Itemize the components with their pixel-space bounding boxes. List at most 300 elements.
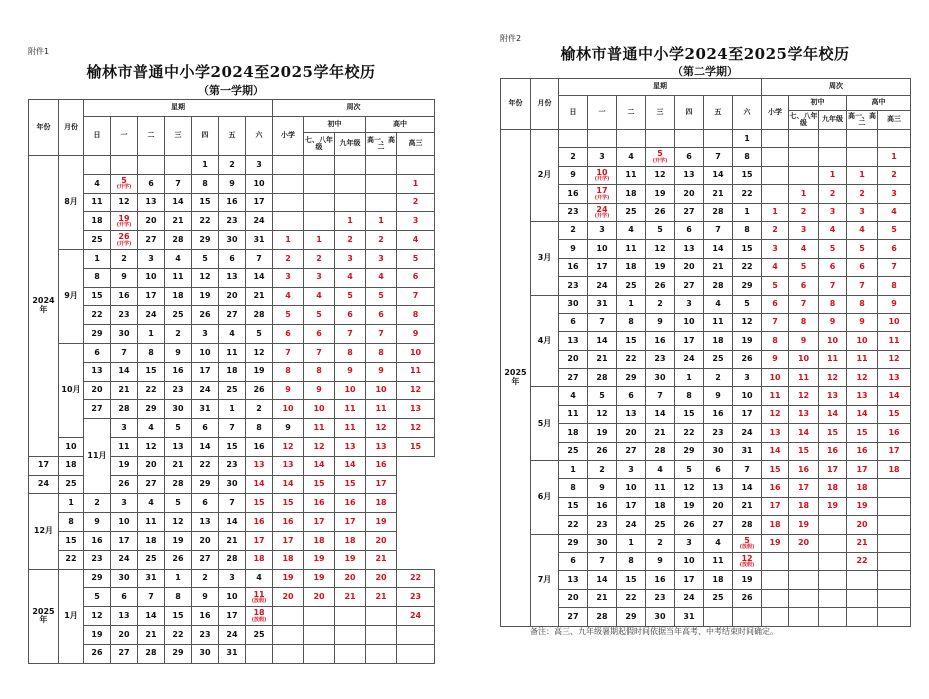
week-number-cell: 15: [878, 405, 911, 423]
date-number: 27: [625, 446, 637, 456]
date-cell: [246, 343, 273, 362]
date-cell: [111, 381, 138, 400]
date-number: 8: [744, 225, 750, 235]
date-cell: [733, 497, 762, 515]
date-number: 25: [172, 310, 184, 320]
date-cell: [246, 231, 273, 250]
date-number: 22: [199, 460, 211, 470]
date-number: 14: [118, 366, 130, 376]
date-cell: [111, 362, 138, 381]
week-number-cell: 16: [366, 456, 397, 475]
date-number: 19: [91, 629, 103, 639]
week-row: [501, 166, 911, 184]
date-cell: [588, 479, 617, 497]
date-cell: [617, 461, 646, 479]
date-cell: [111, 174, 138, 193]
date-number: 9: [229, 178, 235, 188]
week-row: [501, 148, 911, 166]
date-cell: [219, 550, 246, 569]
date-number: 23: [226, 460, 238, 470]
week-number-cell: 11: [762, 387, 789, 405]
week-number-cell: 19: [819, 497, 847, 515]
date-number: 22: [91, 310, 103, 320]
date-cell: [675, 405, 704, 423]
date-cell: [559, 350, 588, 368]
date-number: 23: [712, 427, 724, 437]
date-number: 23: [172, 385, 184, 395]
week-number-cell: 3: [397, 212, 435, 231]
date-number: 24: [37, 479, 50, 489]
date-cell: [111, 494, 138, 513]
date-number: 6: [686, 151, 692, 161]
date-number: 19: [654, 188, 666, 198]
semester-2-calendar-table: [500, 78, 911, 627]
date-number: 12: [199, 272, 211, 282]
date-number: 26: [741, 354, 753, 364]
date-number: 25: [712, 354, 724, 364]
date-cell: [617, 516, 646, 534]
date-cell: [617, 166, 646, 184]
date-cell: [559, 166, 588, 184]
date-cell: [617, 571, 646, 589]
week-number-cell: 10: [335, 381, 366, 400]
date-number: 18: [712, 574, 724, 584]
week-number-cell: [878, 552, 911, 570]
date-number: 16: [91, 535, 103, 545]
date-number: 25: [712, 593, 724, 603]
week-number-cell: 13: [366, 437, 397, 456]
week-number-cell: 18: [246, 550, 273, 569]
date-cell: [704, 258, 733, 276]
date-cell: [219, 231, 246, 250]
date-number: 18: [91, 216, 103, 226]
month-header: 月份: [59, 100, 84, 156]
week-number-cell: 12: [273, 437, 304, 456]
date-number: 6: [121, 592, 127, 602]
date-cell: [138, 325, 165, 344]
date-number: 3: [744, 372, 750, 382]
week-number-cell: 16: [246, 513, 273, 532]
date-cell: [219, 212, 246, 231]
date-number: 11: [172, 272, 184, 282]
date-cell: [165, 174, 192, 193]
senior-high-header: 高中: [366, 117, 435, 133]
date-number: 23: [91, 554, 103, 564]
week-number-cell: 7: [304, 343, 335, 362]
date-number: 10: [145, 272, 157, 282]
date-note: (开学): [594, 176, 610, 183]
date-cell: [559, 203, 588, 221]
date-cell: [138, 249, 165, 268]
date-number: 13: [226, 272, 238, 282]
date-number: 19: [741, 574, 753, 584]
week-number-cell: 14: [304, 456, 335, 475]
junior-high-header: 初中: [304, 117, 366, 133]
date-number: 22: [172, 629, 184, 639]
date-cell: [246, 249, 273, 268]
week-row: [501, 571, 911, 589]
week-number-cell: 7: [335, 325, 366, 344]
week-number-cell: 14: [762, 442, 789, 460]
date-cell: [559, 387, 588, 405]
week-number-cell: 19: [273, 569, 304, 588]
week-number-cell: 7: [789, 295, 819, 313]
date-number: 17: [596, 186, 608, 196]
date-number: 10: [683, 556, 695, 566]
date-number: 20: [712, 501, 724, 511]
date-number: 11: [567, 409, 579, 419]
date-number: 30: [118, 573, 130, 583]
date-cell: [246, 400, 273, 419]
date-cell: [733, 608, 762, 626]
week-number-cell: 15: [246, 494, 273, 513]
date-number: 24: [596, 204, 608, 214]
week-number-cell: 16: [789, 461, 819, 479]
week-number-cell: [819, 148, 847, 166]
week-number-cell: 7: [366, 325, 397, 344]
date-cell: [617, 387, 646, 405]
week-number-cell: 3: [789, 221, 819, 239]
date-number: 8: [175, 592, 181, 602]
week-number-cell: 7: [819, 277, 847, 295]
date-cell: [246, 174, 273, 193]
date-number: 9: [657, 556, 663, 566]
week-number-cell: [878, 571, 911, 589]
week-number-cell: 19: [304, 550, 335, 569]
date-cell: [219, 419, 246, 438]
date-number: 7: [121, 347, 127, 357]
date-number: 21: [118, 385, 130, 395]
date-number: 24: [145, 310, 157, 320]
date-number: 21: [654, 427, 666, 437]
week-number-cell: [304, 625, 335, 644]
date-cell: [192, 381, 219, 400]
week-number-cell: 13: [762, 424, 789, 442]
date-cell: [588, 516, 617, 534]
date-cell: [84, 231, 111, 250]
date-number: 25: [567, 446, 579, 456]
month-cell: 6月: [531, 461, 559, 535]
week-number-cell: 15: [304, 475, 335, 494]
week-number-cell: 5: [762, 277, 789, 295]
semester-1-rows: [29, 100, 435, 664]
date-number: 28: [596, 611, 608, 621]
date-number: 15: [172, 610, 184, 620]
date-cell: [165, 193, 192, 212]
date-cell: [138, 419, 165, 438]
weekday-group-header: 星期: [559, 79, 762, 96]
week-number-cell: 8: [335, 343, 366, 362]
date-cell: [733, 258, 762, 276]
date-cell: [675, 497, 704, 515]
week-number-cell: 17: [273, 531, 304, 550]
date-cell: [675, 479, 704, 497]
date-number: 10: [683, 317, 695, 327]
date-cell: [219, 494, 246, 513]
date-cell: [559, 497, 588, 515]
week-number-cell: 4: [304, 287, 335, 306]
date-cell: [219, 607, 246, 626]
date-cell: [246, 306, 273, 325]
date-number: 23: [654, 354, 666, 364]
date-cell: [733, 424, 762, 442]
date-number: 12: [253, 347, 265, 357]
date-cell: [559, 258, 588, 276]
year-header: 年份: [501, 79, 531, 130]
week-row: [501, 552, 911, 570]
date-number: 5: [175, 422, 181, 432]
date-number: 13: [683, 243, 695, 253]
date-cell: [59, 531, 84, 550]
week-number-cell: 12: [847, 369, 878, 387]
date-number: 31: [741, 446, 753, 456]
date-cell: [138, 343, 165, 362]
week-number-cell: 4: [847, 221, 878, 239]
date-cell: [192, 494, 219, 513]
date-number: 24: [199, 385, 211, 395]
date-cell: [138, 156, 165, 175]
week-number-cell: [878, 479, 911, 497]
week-number-cell: 11: [366, 400, 397, 419]
date-number: 23: [199, 629, 211, 639]
date-number: 10: [625, 482, 637, 492]
week-number-cell: 8: [366, 343, 397, 362]
week-number-cell: 18: [847, 479, 878, 497]
weekday-header: 六: [733, 96, 762, 130]
date-cell: [733, 313, 762, 331]
date-cell: [111, 400, 138, 419]
date-number: 29: [567, 538, 579, 548]
week-number-group-header: 周次: [762, 79, 911, 96]
week-row: [29, 268, 435, 287]
date-number: 7: [599, 317, 605, 327]
date-number: 7: [256, 253, 262, 263]
date-number: 24: [625, 519, 637, 529]
date-number: 26: [91, 648, 103, 658]
week-number-cell: [304, 212, 335, 231]
week-number-cell: [335, 156, 366, 175]
date-number: 19: [654, 262, 666, 272]
week-row: [501, 332, 911, 350]
date-number: 5: [657, 149, 663, 159]
date-number: 3: [148, 253, 154, 263]
date-cell: [84, 362, 111, 381]
date-number: 28: [712, 207, 724, 217]
date-cell: [138, 531, 165, 550]
date-cell: [559, 332, 588, 350]
date-number: 6: [229, 253, 235, 263]
date-cell: [138, 569, 165, 588]
week-number-cell: 6: [789, 277, 819, 295]
date-number: 11: [625, 243, 637, 253]
date-number: 21: [172, 460, 184, 470]
date-cell: [675, 148, 704, 166]
week-number-cell: [819, 552, 847, 570]
weekday-header: 五: [219, 117, 246, 156]
date-number: 12: [145, 441, 157, 451]
date-note: (开学): [594, 212, 610, 219]
date-number: 10: [253, 178, 265, 188]
date-number: 3: [121, 498, 127, 508]
week-number-cell: 2: [366, 231, 397, 250]
week-number-cell: 13: [335, 437, 366, 456]
date-number: 23: [596, 519, 608, 529]
date-cell: [588, 571, 617, 589]
date-cell: [675, 240, 704, 258]
date-number: 21: [253, 291, 265, 301]
week-number-cell: [878, 589, 911, 607]
date-cell: [733, 571, 762, 589]
date-cell: [219, 287, 246, 306]
week-number-cell: [304, 193, 335, 212]
date-number: 22: [741, 188, 753, 198]
week-number-cell: 18: [304, 531, 335, 550]
date-number: 1: [148, 328, 154, 338]
month-cell: 5月: [531, 387, 559, 461]
date-number: 29: [741, 280, 753, 290]
date-number: 8: [744, 151, 750, 161]
date-number: 15: [741, 170, 753, 180]
week-number-cell: 14: [335, 456, 366, 475]
week-number-cell: 6: [762, 295, 789, 313]
date-number: 11: [712, 317, 724, 327]
date-number: 15: [65, 535, 77, 545]
date-number: 15: [625, 574, 637, 584]
date-number: 24: [118, 554, 130, 564]
date-cell: [84, 400, 111, 419]
date-cell: [192, 419, 219, 438]
date-number: 1: [744, 133, 750, 143]
date-number: 9: [657, 317, 663, 327]
week-row: [501, 516, 911, 534]
date-number: 6: [202, 422, 208, 432]
date-number: 7: [715, 151, 721, 161]
date-cell: [704, 148, 733, 166]
date-number: 16: [596, 501, 608, 511]
date-cell: [646, 534, 675, 552]
grade-header-grade3: 高三: [878, 111, 911, 130]
week-number-cell: 16: [335, 494, 366, 513]
date-number: 22: [741, 262, 753, 272]
date-cell: [165, 156, 192, 175]
weekday-header: 三: [165, 117, 192, 156]
weekday-header: 三: [646, 96, 675, 130]
date-number: 30: [118, 328, 130, 338]
senior-high-header: 高中: [847, 96, 911, 111]
date-cell: [675, 277, 704, 295]
date-cell: [588, 552, 617, 570]
date-number: 20: [91, 385, 103, 395]
week-number-cell: 9: [762, 350, 789, 368]
week-number-cell: 21: [335, 588, 366, 607]
date-number: 8: [570, 482, 576, 492]
week-number-cell: 6: [335, 306, 366, 325]
week-number-cell: 11: [789, 369, 819, 387]
week-number-cell: 17: [789, 479, 819, 497]
date-number: 16: [253, 441, 265, 451]
grade-header-grade12: 高一、高二: [847, 111, 878, 130]
week-number-cell: [762, 130, 789, 148]
grade-header-grade78: 七、八年级: [304, 133, 335, 156]
date-cell: [219, 475, 246, 494]
date-cell: [246, 156, 273, 175]
date-cell: [646, 240, 675, 258]
date-cell: [192, 268, 219, 287]
date-cell: [704, 130, 733, 148]
week-number-cell: 10: [878, 313, 911, 331]
date-number: 15: [145, 366, 157, 376]
date-cell: [559, 313, 588, 331]
date-cell: [559, 479, 588, 497]
date-number: 7: [744, 464, 750, 474]
week-number-cell: [762, 571, 789, 589]
date-number: 23: [567, 280, 579, 290]
week-number-cell: 9: [819, 313, 847, 331]
week-number-cell: 1: [847, 166, 878, 184]
week-number-cell: 1: [789, 185, 819, 203]
date-cell: [192, 644, 219, 663]
date-cell: [588, 203, 617, 221]
date-number: 4: [715, 538, 721, 548]
week-row: [501, 277, 911, 295]
month-cell: 2月: [531, 130, 559, 222]
date-number: 5: [202, 253, 208, 263]
date-cell: [704, 369, 733, 387]
date-cell: [111, 212, 138, 231]
date-cell: [675, 589, 704, 607]
date-cell: [617, 350, 646, 368]
primary-school-header: 小学: [273, 117, 304, 156]
week-number-cell: [789, 608, 819, 626]
date-cell: [675, 608, 704, 626]
date-number: 27: [567, 372, 579, 382]
date-number: 29: [199, 479, 211, 489]
date-cell: [84, 174, 111, 193]
date-cell: [59, 513, 84, 532]
date-cell: [733, 240, 762, 258]
date-number: 15: [625, 335, 637, 345]
date-number: 29: [683, 446, 695, 456]
date-cell: [704, 571, 733, 589]
week-number-cell: 10: [273, 400, 304, 419]
date-cell: [165, 381, 192, 400]
week-row: [29, 362, 435, 381]
date-number: 13: [118, 610, 130, 620]
week-number-cell: [819, 608, 847, 626]
date-cell: [219, 644, 246, 663]
date-number: 31: [199, 404, 211, 414]
date-cell: [192, 343, 219, 362]
semester-1-calendar-table: [28, 99, 435, 664]
date-number: 22: [199, 216, 211, 226]
week-number-cell: 6: [847, 258, 878, 276]
date-cell: [192, 513, 219, 532]
date-cell: [733, 130, 762, 148]
date-cell: [675, 424, 704, 442]
week-number-cell: 14: [246, 475, 273, 494]
week-row: [29, 231, 435, 250]
grade-header-grade12: 高一、高二: [366, 133, 397, 156]
date-number: 8: [628, 317, 634, 327]
date-number: 27: [226, 310, 238, 320]
date-cell: [733, 534, 762, 552]
week-number-cell: 6: [304, 325, 335, 344]
date-cell: [704, 589, 733, 607]
week-row: [29, 569, 435, 588]
date-note: (开学): [116, 221, 132, 228]
date-number: 16: [654, 574, 666, 584]
week-number-cell: [762, 608, 789, 626]
